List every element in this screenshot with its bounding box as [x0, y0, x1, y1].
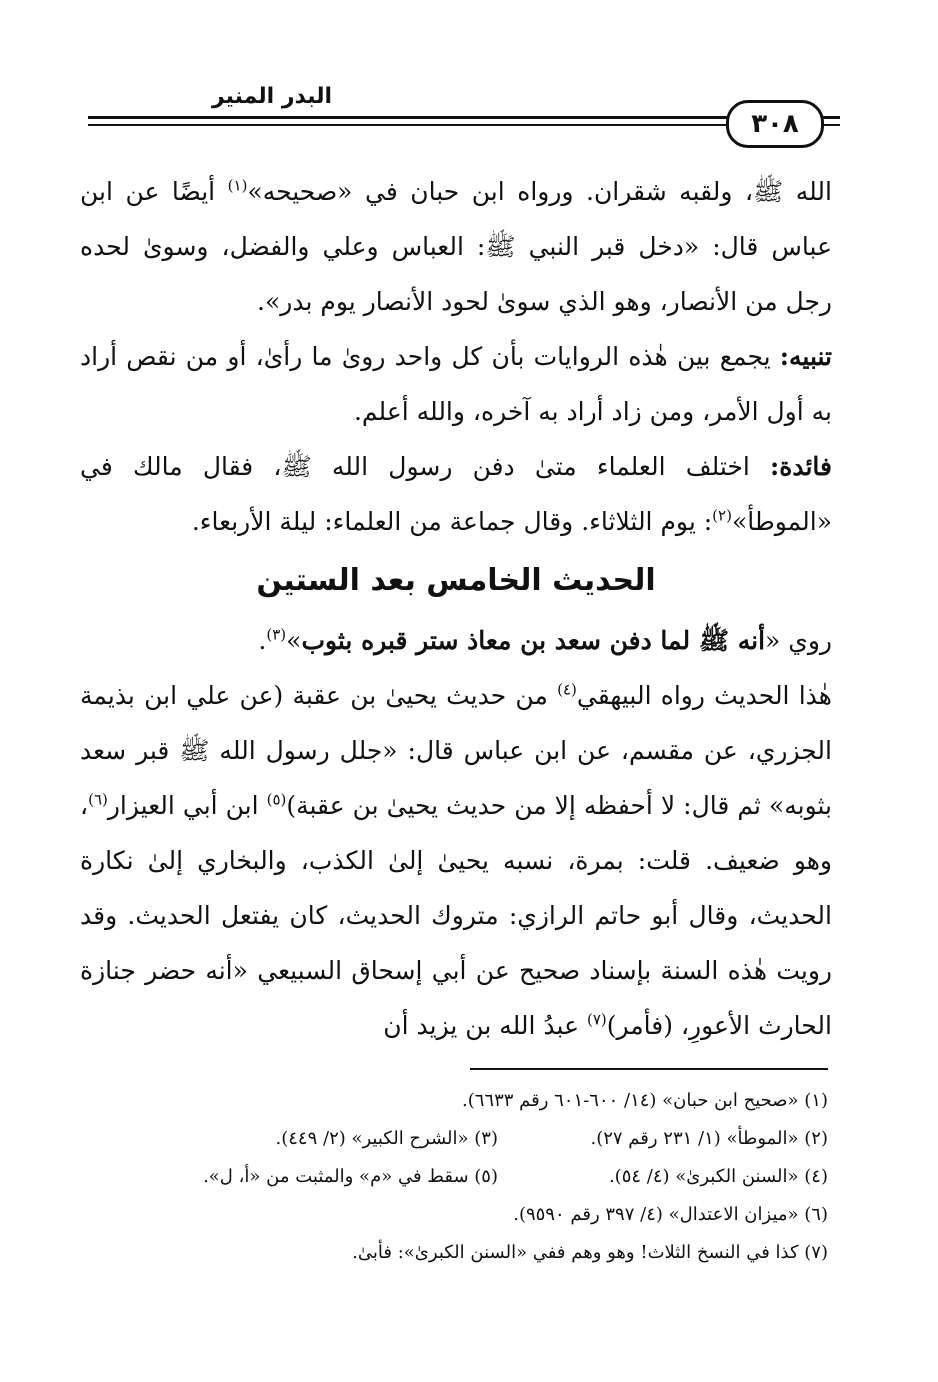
page-header — [80, 80, 840, 150]
paragraph-benefit — [80, 439, 832, 549]
footnote-ref-2: (٢) — [712, 506, 732, 525]
text-run: : يوم الثلاثاء. وقال جماعة من العلماء: ليلة الأربعاء. — [191, 507, 713, 536]
text-run: اختلف العلماء متىٰ دفن رسول الله ﷺ، فقال مالك في «الموطأ» — [80, 452, 832, 536]
footnote-ref-1: (١) — [227, 176, 248, 195]
main-text — [80, 164, 832, 1053]
footnote-6: (٦) «ميزان الاعتدال» (٤/ ٣٩٧ رقم ٩٥٩٠). — [513, 1204, 828, 1225]
footnote-4: (٤) «السنن الكبرىٰ» (٤/ ٥٤). — [608, 1166, 828, 1187]
hadith-text: أنه ﷺ لما دفن سعد بن معاذ ستر قبره بثوب — [301, 626, 766, 655]
footnote-2: (٢) «الموطأ» (١/ ٢٣١ رقم ٢٧). — [590, 1128, 828, 1149]
text-run: ، وهو ضعيف. قلت: بمرة، نسبه يحيىٰ إلىٰ الكذب، والبخاري إلىٰ نكارة الحديث، وقال أبو حاتم الرازي: متروك الحديث، كان يفتعل الحديث. وقد رويت هٰذه السنة بإسناد صحيح عن أبي إسحاق السبيعي «أنه حضر جنازة الحارث الأعورِ، (فأمر) — [80, 791, 832, 1040]
note-label: تنبيه: — [779, 342, 832, 371]
text-run: الله ﷺ، ولقبه شقران. ورواه ابن حبان في «صحيحه» — [247, 177, 832, 206]
section-heading: الحديث الخامس بعد الستين — [256, 563, 656, 598]
footnote-ref-6: (٦) — [88, 790, 108, 809]
footnote-row — [100, 1120, 828, 1158]
text-run: ابن أبي العيزار — [107, 791, 267, 820]
text-run: هٰذا الحديث رواه البيهقي — [576, 681, 832, 710]
paragraph-commentary — [80, 668, 832, 1053]
footnote-ref-7: (٧) — [586, 1010, 607, 1029]
text-run: أيضًا عن ابن عباس قال: «دخل قبر النبي ﷺ: العباس وعلي والفضل، وسوىٰ لحده رجل من الأنصار، وهو الذي سوىٰ لحود الأنصار يوم بدر». — [80, 177, 832, 316]
paragraph-note — [80, 329, 832, 439]
paragraph-hadith — [80, 613, 832, 668]
footnote-ref-3: (٣) — [266, 625, 287, 644]
footnote-row — [100, 1158, 828, 1196]
text-run: . — [258, 626, 267, 655]
page-number: ٣٠٨ — [726, 100, 824, 148]
benefit-label: فائدة: — [770, 452, 832, 481]
footnote-ref-5: (٥) — [266, 790, 287, 809]
footnotes — [100, 1082, 828, 1272]
paragraph-1 — [80, 164, 832, 329]
text-run: روي « — [765, 626, 832, 655]
text-run: يجمع بين هٰذه الروايات بأن كل واحد روىٰ ما رأىٰ، أو من نقص أراد به أول الأمر، ومن زاد أراد به آخره، والله أعلم. — [80, 342, 832, 426]
footnote-ref-4: (٤) — [557, 680, 577, 699]
text-run: » — [286, 626, 302, 655]
running-title: البدر المنير — [212, 84, 333, 109]
text-run: من حديث يحيىٰ بن عقبة (عن علي ابن بذيمة الجزري، عن مقسم، عن ابن عباس قال: «جلل رسول الله ﷺ قبر سعد بثوبه» ثم قال: لا أحفظه إلا من حديث يحيىٰ بن عقبة) — [80, 681, 833, 820]
footnote-1: (١) «صحيح ابن حبان» (١٤/ ٦٠٠-٦٠١ رقم ٦٦٣٣). — [461, 1090, 828, 1111]
footnote-3: (٣) «الشرح الكبير» (٢/ ٤٤٩). — [275, 1128, 498, 1149]
footnote-separator — [470, 1068, 828, 1070]
footnote-5: (٥) سقط في «م» والمثبت من «أ، ل». — [203, 1166, 498, 1187]
text-run: عبدُ الله بن يزيد أن — [383, 1011, 587, 1040]
footnote-7: (٧) كذا في النسخ الثلاث! وهو وهم ففي «السنن الكبرىٰ»: فأبىٰ. — [352, 1242, 828, 1263]
